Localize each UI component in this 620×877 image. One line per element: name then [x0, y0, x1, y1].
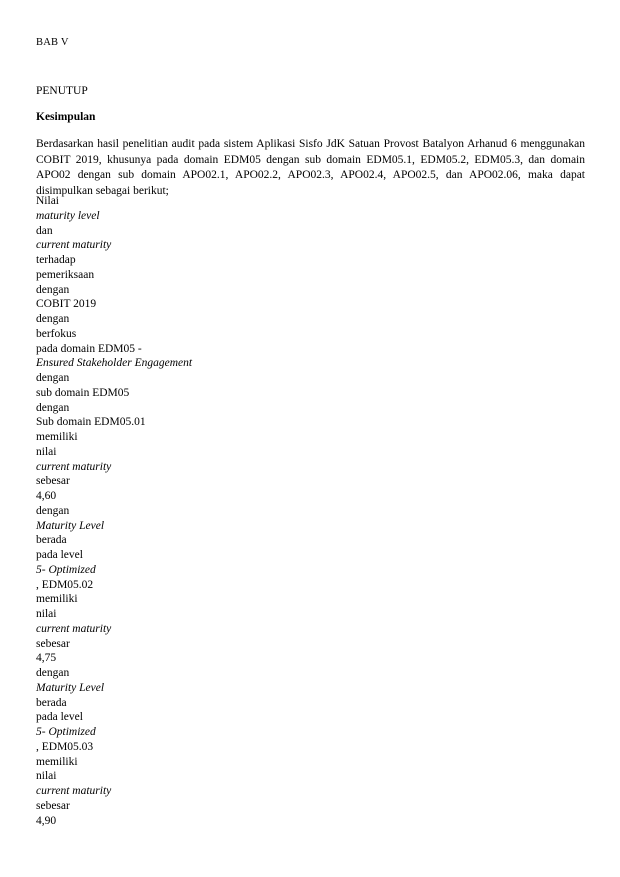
text-fragment: nilai — [36, 445, 57, 458]
text-fragment: terhadap — [36, 254, 76, 266]
text-fragment: berfokus — [36, 327, 77, 340]
text-fragment: nilai — [36, 770, 57, 783]
text-fragment: pemeriksaan — [36, 268, 95, 281]
text-fragment: memiliki — [36, 755, 78, 768]
section-heading: Kesimpulan — [36, 111, 96, 123]
text-fragment: nilai — [36, 608, 57, 620]
text-fragment-list — [36, 194, 576, 828]
intro-paragraph: Berdasarkan hasil penelitian audit pada sistem Aplikasi Sisfo JdK Satuan Provost Batalyon Arhanud 6 menggunakan COBIT 2019, khusunya pada domain EDM05 dengan sub domain EDM05.1, EDM05.2, EDM05.3, dan domain APO02 dengan sub domain APO02.1, APO02.2, APO02.3, APO02.4, APO02.5, dan APO02.06, maka dapat disimpulkan sebagai berikut; — [36, 138, 585, 197]
text-fragment: memiliki — [36, 431, 78, 443]
text-fragment: dengan — [36, 313, 70, 325]
text-fragment: dengan — [36, 283, 70, 296]
text-fragment: COBIT 2019 — [36, 298, 97, 311]
text-fragment: sub domain EDM05 — [36, 386, 130, 399]
text-fragment: , EDM05.02 — [36, 578, 94, 591]
text-fragment: dengan — [36, 372, 70, 384]
text-fragment: pada domain EDM05 - — [36, 342, 142, 355]
text-fragment: 4,60 — [36, 490, 57, 502]
text-fragment: current maturity — [36, 460, 112, 473]
text-fragment: Ensured Stakeholder Engagement — [36, 357, 193, 370]
text-fragment: , EDM05.03 — [36, 740, 94, 753]
text-fragment: pada level — [36, 549, 83, 561]
text-fragment: berada — [36, 534, 67, 547]
text-fragment: current maturity — [36, 622, 112, 635]
text-fragment: 4,90 — [36, 814, 57, 827]
text-fragment: dengan — [36, 504, 70, 517]
text-fragment: Maturity Level — [36, 519, 105, 532]
text-fragment: 5- Optimized — [36, 726, 96, 738]
text-fragment: maturity level — [36, 209, 100, 222]
chapter-heading: BAB V — [36, 37, 69, 48]
text-fragment: 4,75 — [36, 652, 57, 665]
chapter-title: PENUTUP — [36, 85, 88, 97]
text-fragment: pada level — [36, 711, 83, 724]
text-fragment: 5- Optimized — [36, 563, 96, 576]
text-fragment: dan — [36, 224, 53, 237]
text-fragment: sebesar — [36, 799, 70, 812]
text-fragment: dengan — [36, 667, 70, 679]
text-fragment: memiliki — [36, 593, 78, 606]
text-fragment: Nilai — [36, 195, 59, 207]
text-fragment: Sub domain EDM05.01 — [36, 416, 146, 429]
text-fragment: current maturity — [36, 239, 112, 252]
text-fragment: Maturity Level — [36, 681, 105, 694]
text-fragment: current maturity — [36, 785, 112, 797]
text-fragment: sebesar — [36, 637, 70, 650]
text-fragment: berada — [36, 696, 67, 709]
text-fragment: sebesar — [36, 475, 70, 488]
text-fragment: dengan — [36, 401, 70, 414]
